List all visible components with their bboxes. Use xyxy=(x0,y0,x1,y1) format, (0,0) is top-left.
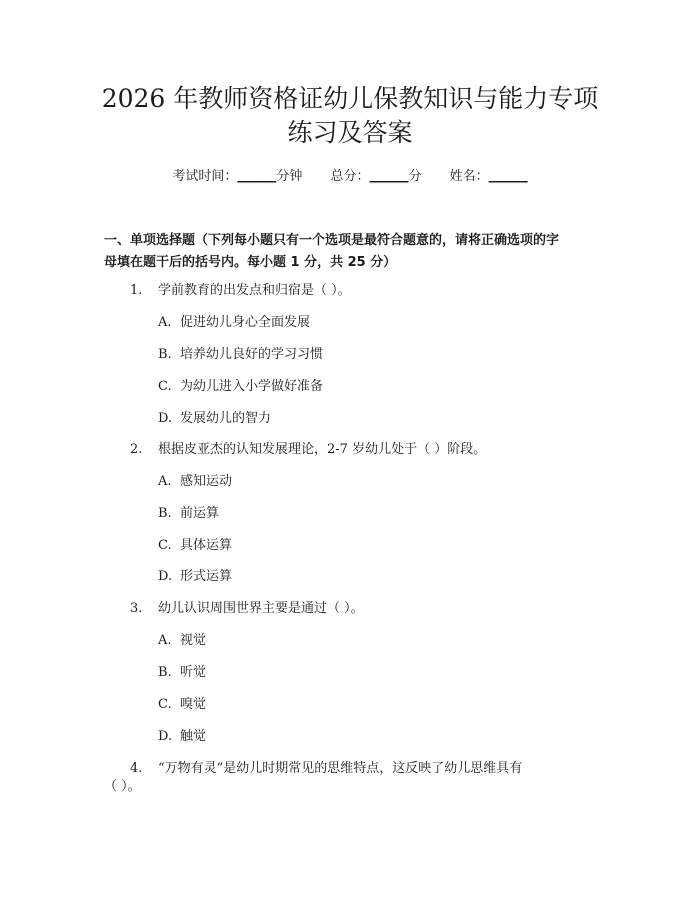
document-title-line-1: 2026 年教师资格证幼儿保教知识与能力专项 xyxy=(101,84,599,113)
option-letter: B. xyxy=(158,665,172,680)
option-text: 形式运算 xyxy=(180,569,233,584)
question-1-option-c xyxy=(158,378,323,396)
option-letter: C. xyxy=(158,538,172,553)
option-letter: A. xyxy=(158,633,172,648)
question-1-option-b xyxy=(158,346,323,364)
total-score-field xyxy=(330,168,421,186)
option-text: 听觉 xyxy=(180,665,207,680)
section-heading-line-1: 一、单项选择题（下列每小题只有一个选项是最符合题意的，请将正确选项的字 xyxy=(104,233,560,248)
option-text: 前运算 xyxy=(180,506,220,521)
student-name-field xyxy=(450,168,528,186)
question-2-option-a xyxy=(158,473,232,491)
question-1-option-a xyxy=(158,314,310,332)
question-3-number: 3. xyxy=(130,601,143,616)
option-letter: B. xyxy=(158,347,172,362)
question-4-number: 4. xyxy=(130,761,143,776)
option-text: 培养幼儿良好的学习习惯 xyxy=(180,347,324,362)
option-text: 嗅觉 xyxy=(180,697,207,712)
option-text: 触觉 xyxy=(180,729,207,744)
option-text: 感知运动 xyxy=(180,474,233,489)
question-2-text: 根据皮亚杰的认知发展理论，2-7 岁幼儿处于（ ）阶段。 xyxy=(158,442,487,457)
question-2-number: 2. xyxy=(130,442,143,457)
option-text: 具体运算 xyxy=(180,538,233,553)
total-score-unit: 分 xyxy=(408,169,422,184)
question-3-text: 幼儿认识周围世界主要是通过（ ）。 xyxy=(158,601,364,616)
question-2-option-d xyxy=(158,568,232,586)
option-letter: D. xyxy=(158,411,173,426)
question-1-text: 学前教育的出发点和归宿是（ ）。 xyxy=(158,283,351,298)
option-text: 发展幼儿的智力 xyxy=(180,411,272,426)
question-1-option-d xyxy=(158,410,271,428)
document-title-line-2: 练习及答案 xyxy=(287,118,413,147)
exam-time-unit: 分钟 xyxy=(276,169,303,184)
total-score-blank: ______ xyxy=(369,169,409,184)
option-text: 促进幼儿身心全面发展 xyxy=(180,315,311,330)
option-letter: A. xyxy=(158,315,172,330)
question-1-number: 1. xyxy=(130,283,143,298)
question-3-option-c xyxy=(158,696,206,714)
option-text: 视觉 xyxy=(180,633,207,648)
question-4-text-line-2: （ ）。 xyxy=(104,779,141,794)
exam-time-label: 考试时间： xyxy=(172,169,238,184)
option-letter: D. xyxy=(158,569,173,584)
question-4-text-line-1: “万物有灵”是幼儿时期常见的思维特点，这反映了幼儿思维具有 xyxy=(158,761,523,776)
option-letter: D. xyxy=(158,729,173,744)
option-letter: C. xyxy=(158,697,172,712)
exam-time-blank: ______ xyxy=(237,169,277,184)
question-3-option-d xyxy=(158,728,206,746)
student-name-label: 姓名： xyxy=(449,169,489,184)
option-letter: A. xyxy=(158,474,172,489)
exam-meta-row xyxy=(0,168,700,186)
total-score-label: 总分： xyxy=(330,169,370,184)
option-text: 为幼儿进入小学做好准备 xyxy=(180,379,324,394)
question-2-option-b xyxy=(158,505,219,523)
option-letter: B. xyxy=(158,506,172,521)
option-letter: C. xyxy=(158,379,172,394)
question-3-option-b xyxy=(158,664,206,682)
question-2-option-c xyxy=(158,537,232,555)
question-3-option-a xyxy=(158,632,206,650)
section-heading-line-2: 母填在题干后的括号内。每小题 1 分，共 25 分） xyxy=(104,255,397,270)
student-name-blank: ______ xyxy=(488,169,528,184)
exam-time-field xyxy=(172,168,302,186)
